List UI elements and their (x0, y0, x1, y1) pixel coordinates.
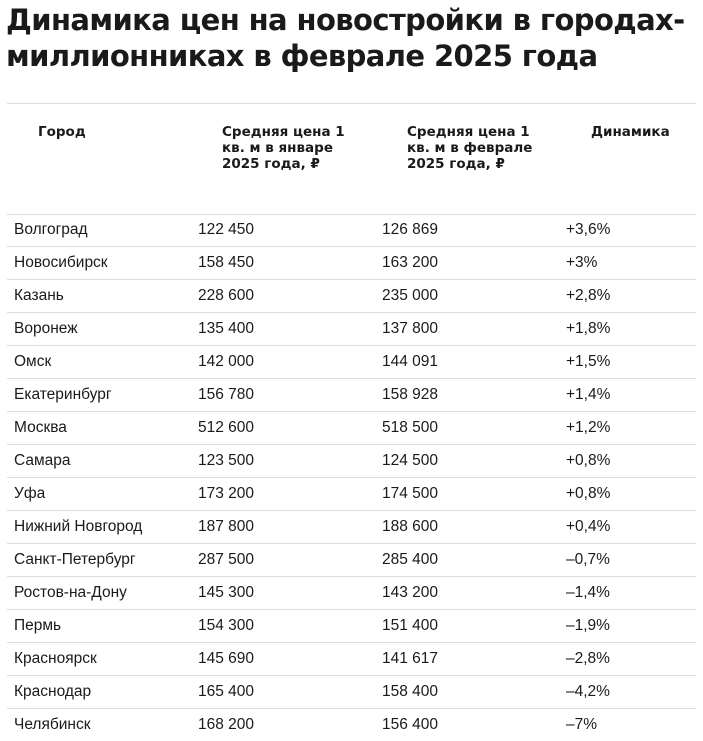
cell-price-january: 187 800 (198, 518, 255, 535)
cell-city: Новосибирск (14, 254, 108, 271)
cell-price-february: 518 500 (382, 419, 439, 436)
cell-dynamics: +0,4% (566, 518, 611, 535)
table-row (7, 676, 696, 709)
cell-dynamics: +0,8% (566, 485, 611, 502)
cell-city: Нижний Новгород (14, 518, 143, 535)
cell-price-february: 151 400 (382, 617, 439, 634)
table-row (7, 379, 696, 412)
cell-price-february: 163 200 (382, 254, 439, 271)
cell-city: Уфа (14, 485, 46, 502)
cell-price-february: 156 400 (382, 716, 439, 733)
cell-dynamics: –1,4% (566, 584, 610, 601)
table-row (7, 412, 696, 445)
cell-dynamics: +3,6% (566, 221, 611, 238)
table-row (7, 610, 696, 643)
cell-price-february: 143 200 (382, 584, 439, 601)
cell-city: Ростов-на-Дону (14, 584, 127, 601)
table-row (7, 511, 696, 544)
cell-price-february: 141 617 (382, 650, 439, 667)
table-header (7, 104, 696, 215)
cell-price-february: 144 091 (382, 353, 439, 370)
cell-price-february: 285 400 (382, 551, 439, 568)
cell-price-february: 124 500 (382, 452, 439, 469)
cell-dynamics: +3% (566, 254, 598, 271)
cell-city: Воронеж (14, 320, 78, 337)
header-price-february: Средняя цена 1 кв. м в феврале 2025 года, ₽ (407, 124, 533, 172)
cell-price-january: 165 400 (198, 683, 255, 700)
table-row (7, 577, 696, 610)
cell-dynamics: +1,2% (566, 419, 611, 436)
cell-city: Санкт-Петербург (14, 551, 136, 568)
cell-city: Казань (14, 287, 64, 304)
table-row (7, 214, 696, 247)
cell-city: Омск (14, 353, 52, 370)
cell-price-january: 145 300 (198, 584, 255, 601)
cell-price-january: 123 500 (198, 452, 255, 469)
table-row (7, 280, 696, 313)
cell-dynamics: +2,8% (566, 287, 611, 304)
header-dynamics: Динамика (591, 124, 670, 140)
cell-city: Волгоград (14, 221, 88, 238)
cell-price-january: 135 400 (198, 320, 255, 337)
page-title-line-2: миллионниках в феврале 2025 года (6, 39, 598, 73)
cell-dynamics: +1,8% (566, 320, 611, 337)
cell-city: Краснодар (14, 683, 92, 700)
header-city: Город (38, 124, 86, 140)
table-row (7, 313, 696, 346)
cell-price-january: 158 450 (198, 254, 255, 271)
cell-price-january: 173 200 (198, 485, 255, 502)
cell-price-january: 156 780 (198, 386, 255, 403)
table-body (7, 214, 696, 741)
cell-price-february: 188 600 (382, 518, 439, 535)
cell-city: Пермь (14, 617, 62, 634)
cell-city: Красноярск (14, 650, 97, 667)
cell-price-january: 145 690 (198, 650, 255, 667)
cell-price-january: 228 600 (198, 287, 255, 304)
cell-dynamics: +1,4% (566, 386, 611, 403)
cell-price-january: 154 300 (198, 617, 255, 634)
cell-dynamics: –7% (566, 716, 598, 733)
cell-dynamics: +0,8% (566, 452, 611, 469)
cell-price-february: 158 928 (382, 386, 439, 403)
cell-price-january: 122 450 (198, 221, 255, 238)
cell-city: Екатеринбург (14, 386, 112, 403)
cell-price-january: 168 200 (198, 716, 255, 733)
table-row (7, 478, 696, 511)
page-title (6, 2, 696, 74)
cell-dynamics: +1,5% (566, 353, 611, 370)
cell-city: Самара (14, 452, 71, 469)
cell-price-january: 287 500 (198, 551, 255, 568)
cell-price-february: 126 869 (382, 221, 439, 238)
cell-price-february: 158 400 (382, 683, 439, 700)
cell-dynamics: –4,2% (566, 683, 610, 700)
cell-price-february: 235 000 (382, 287, 439, 304)
table-row (7, 643, 696, 676)
cell-price-february: 137 800 (382, 320, 439, 337)
page-title-line-1: Динамика цен на новостройки в городах- (6, 3, 685, 37)
cell-dynamics: –0,7% (566, 551, 610, 568)
cell-price-january: 512 600 (198, 419, 255, 436)
table-row (7, 544, 696, 577)
table-row (7, 346, 696, 379)
cell-price-february: 174 500 (382, 485, 439, 502)
table-row (7, 445, 696, 478)
cell-dynamics: –2,8% (566, 650, 610, 667)
header-price-january: Средняя цена 1 кв. м в январе 2025 года, ₽ (222, 124, 345, 172)
cell-price-january: 142 000 (198, 353, 255, 370)
table-row (7, 709, 696, 741)
cell-city: Москва (14, 419, 67, 436)
cell-city: Челябинск (14, 716, 91, 733)
cell-dynamics: –1,9% (566, 617, 610, 634)
table-row (7, 247, 696, 280)
